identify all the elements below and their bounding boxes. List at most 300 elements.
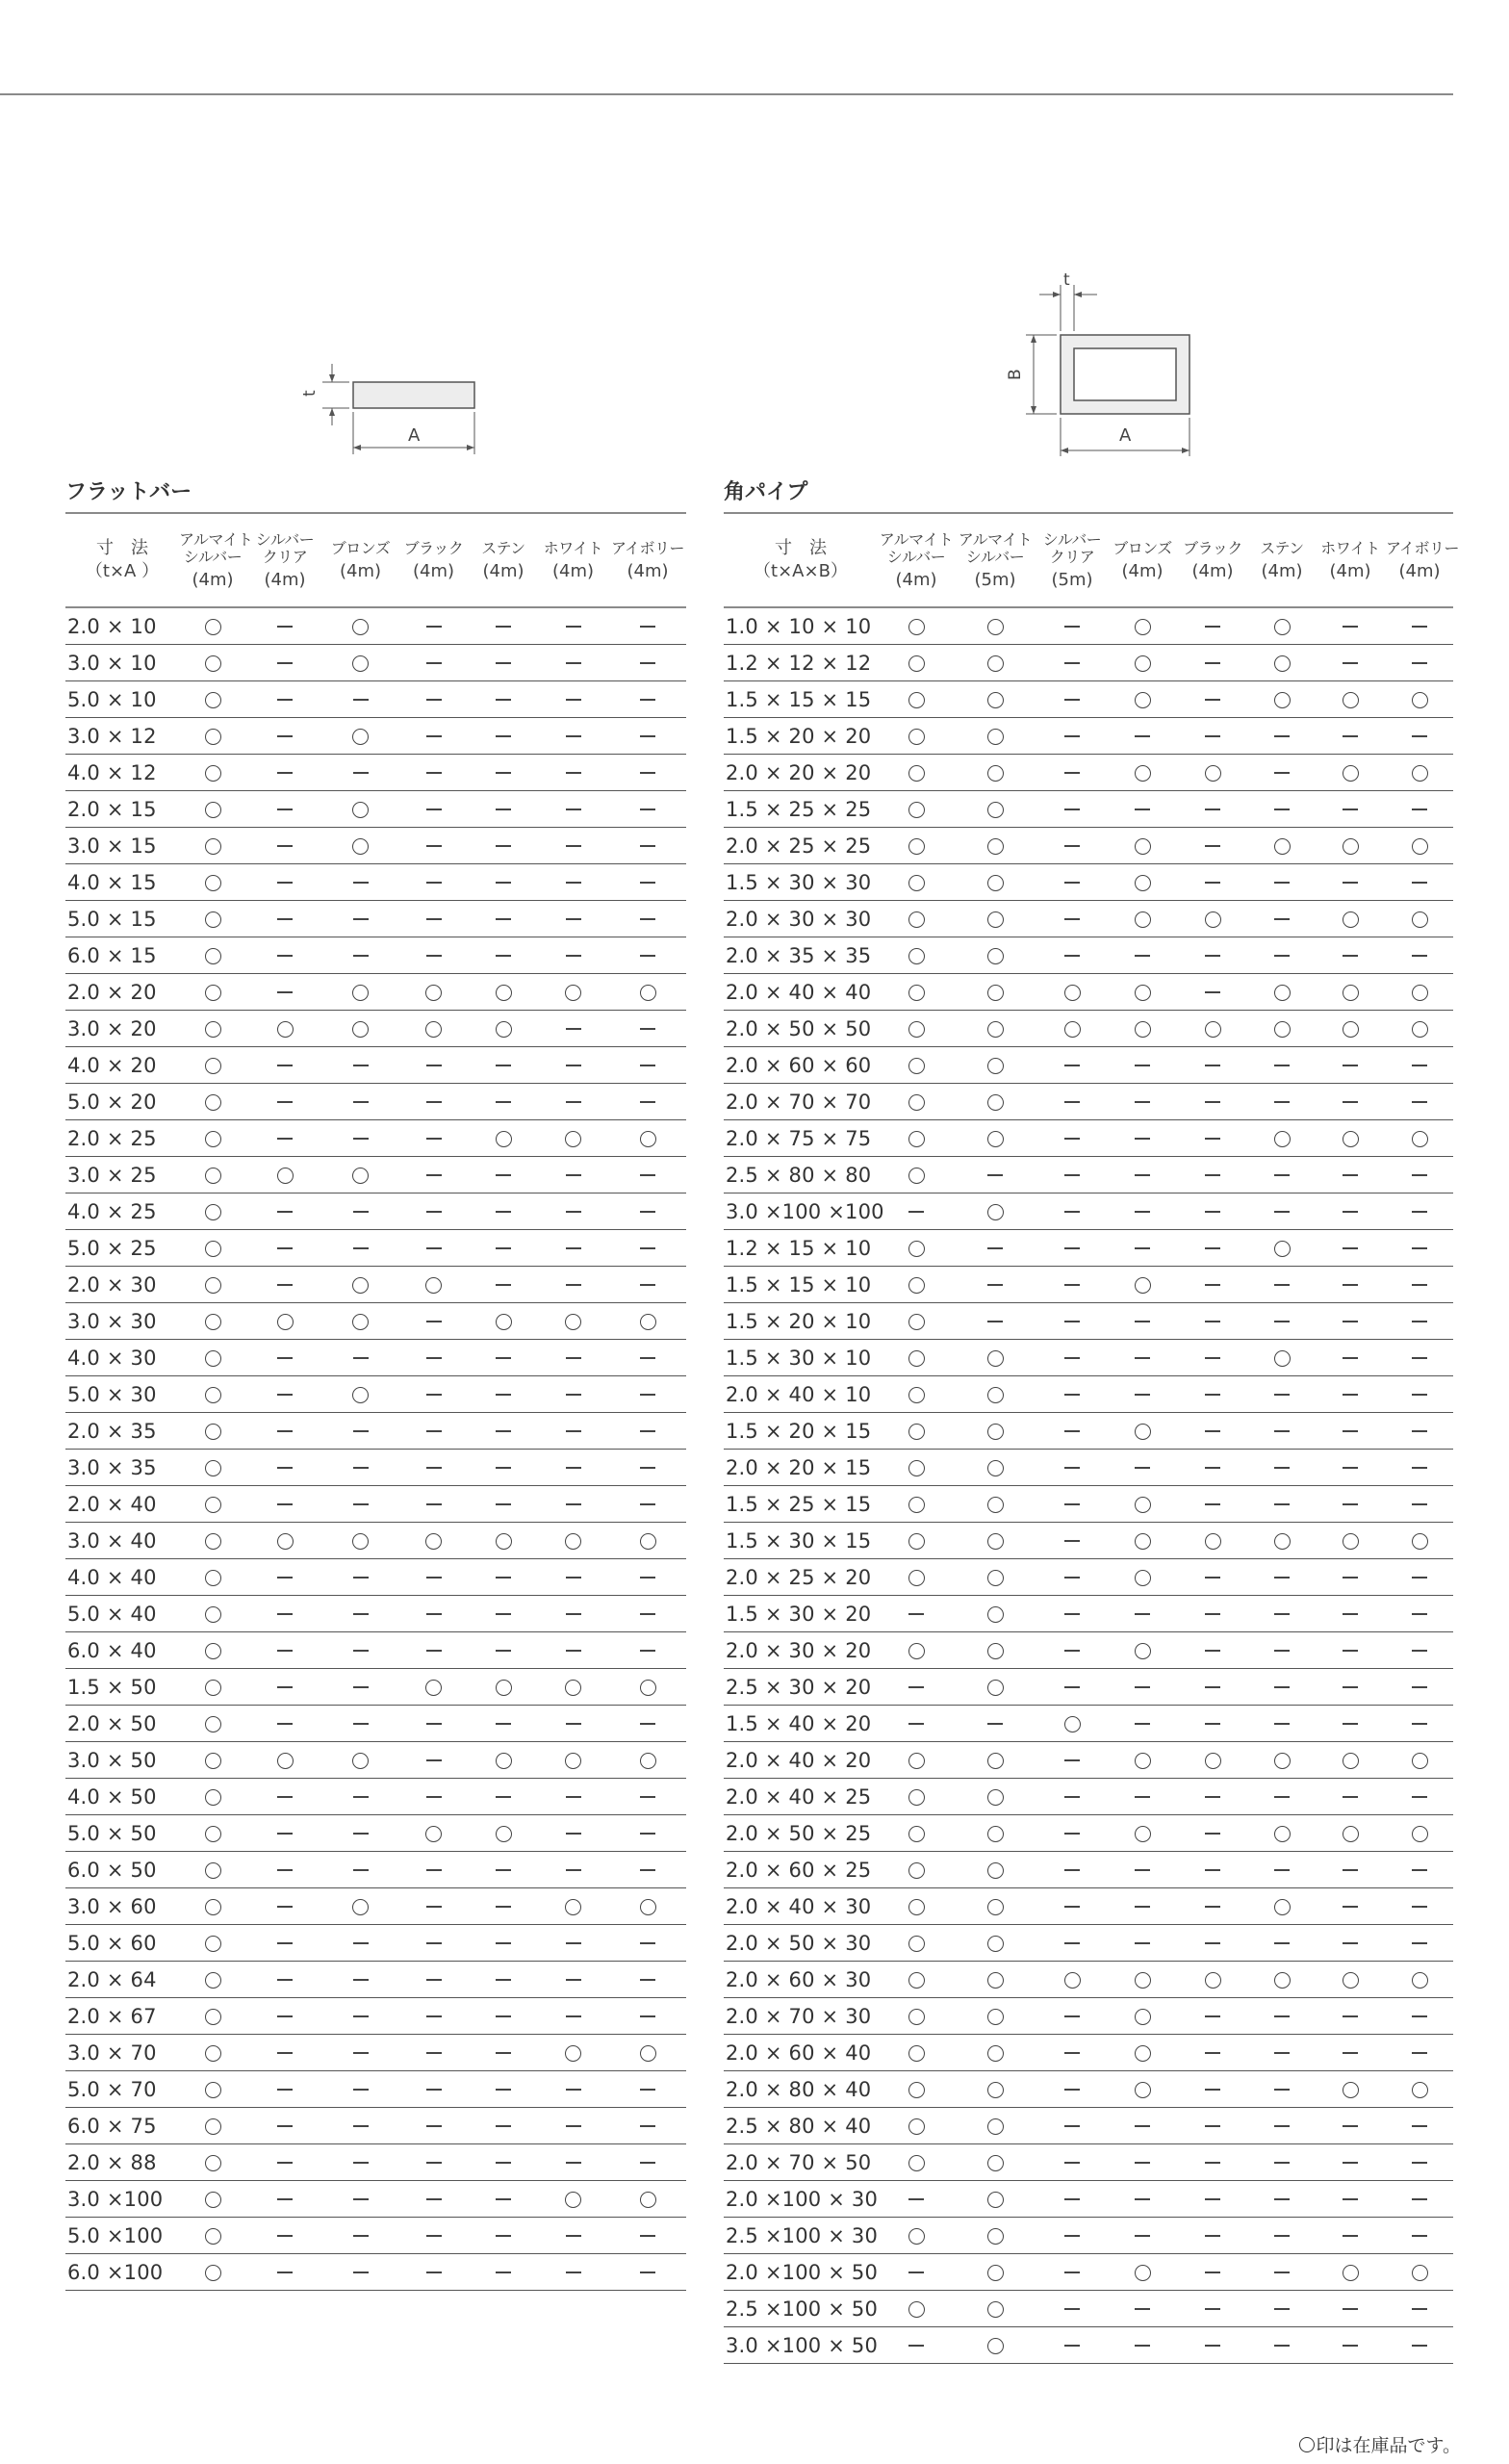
square-pipe-stock-cell [1386, 1376, 1453, 1413]
flat-bar-stock-cell [537, 1120, 609, 1157]
dash-mark-icon [640, 699, 655, 701]
flat-bar-stock-cell [397, 1267, 470, 1303]
square-pipe-diagram-label-b: B [1006, 369, 1025, 380]
flat-bar-stock-cell [323, 1120, 397, 1157]
dash-mark-icon [353, 2272, 369, 2273]
dash-mark-icon [1274, 2198, 1290, 2200]
square-pipe-stock-cell [1386, 681, 1453, 718]
square-pipe-stock-cell [1386, 2181, 1453, 2218]
circle-mark-icon [1343, 1753, 1359, 1769]
flat-bar-stock-cell [609, 1632, 686, 1669]
circle-mark-icon [425, 985, 442, 1001]
flat-bar-stock-cell [323, 1047, 397, 1084]
dash-mark-icon [1274, 1174, 1290, 1176]
square-pipe-diagram-label-t: t [1063, 271, 1070, 290]
circle-mark-icon [1412, 765, 1428, 782]
circle-mark-icon [277, 1314, 294, 1330]
flat-bar-stock-cell [246, 1523, 323, 1559]
dash-mark-icon [1274, 1869, 1290, 1871]
circle-mark-icon [987, 2155, 1004, 2171]
circle-mark-icon [640, 985, 656, 1001]
dash-mark-icon [1064, 1942, 1080, 1944]
square-pipe-stock-cell [1315, 2181, 1386, 2218]
square-pipe-stock-cell [1036, 1888, 1109, 1925]
circle-mark-icon [205, 1606, 221, 1623]
square-pipe-stock-cell [1386, 1303, 1453, 1340]
flat-bar-stock-cell [397, 1852, 470, 1888]
circle-mark-icon [205, 1533, 221, 1550]
dash-mark-icon [277, 1796, 293, 1798]
dash-mark-icon [1412, 1577, 1427, 1578]
square-pipe-stock-cell [1249, 755, 1315, 791]
dash-mark-icon [277, 955, 293, 957]
dash-mark-icon [496, 2052, 511, 2054]
flat-bar-stock-cell [323, 2254, 397, 2291]
circle-mark-icon [1135, 2045, 1151, 2062]
dash-mark-icon [426, 1979, 442, 1981]
square-pipe-stock-cell [1109, 1669, 1176, 1706]
flat-bar-stock-cell [470, 1925, 537, 1962]
square-pipe-stock-cell [955, 1559, 1036, 1596]
circle-mark-icon [908, 1789, 925, 1806]
circle-mark-icon [908, 1058, 925, 1074]
dash-mark-icon [496, 1247, 511, 1249]
circle-mark-icon [352, 1533, 369, 1550]
square-pipe-stock-cell [1176, 864, 1249, 901]
flat-bar-table-row [65, 1779, 686, 1815]
dash-mark-icon [640, 1577, 655, 1578]
flat-bar-column-header-line: ブラック [403, 539, 464, 557]
circle-mark-icon [908, 1277, 925, 1294]
flat-bar-stock-cell [537, 1925, 609, 1962]
flat-bar-stock-cell [397, 2218, 470, 2254]
flat-bar-stock-cell [323, 1779, 397, 1815]
dash-mark-icon [277, 1357, 293, 1359]
circle-mark-icon [205, 1753, 221, 1769]
square-pipe-table-row [724, 1559, 1453, 1596]
flat-bar-stock-cell [470, 645, 537, 681]
square-pipe-stock-cell [1109, 1267, 1176, 1303]
flat-bar-column-header-line: アイボリー [610, 539, 685, 557]
flat-bar-stock-cell [323, 1523, 397, 1559]
dash-mark-icon [496, 918, 511, 920]
square-pipe-stock-cell [1036, 1157, 1109, 1194]
circle-mark-icon [277, 1753, 294, 1769]
square-pipe-stock-cell [1109, 1194, 1176, 1230]
flat-bar-table-row [65, 1267, 686, 1303]
square-pipe-stock-cell [1036, 1084, 1109, 1120]
dash-mark-icon [1412, 1467, 1427, 1469]
flat-bar-stock-cell [179, 791, 246, 828]
circle-mark-icon [908, 2082, 925, 2098]
flat-bar-stock-cell [246, 2181, 323, 2218]
dash-mark-icon [1135, 808, 1150, 810]
dash-mark-icon [1205, 699, 1220, 701]
dash-mark-icon [426, 845, 442, 847]
square-pipe-stock-cell [1315, 1815, 1386, 1852]
circle-mark-icon [1343, 1972, 1359, 1989]
square-pipe-column-header-line: ブラック [1183, 539, 1242, 557]
square-pipe-stock-cell [1176, 1486, 1249, 1523]
square-pipe-stock-cell [1315, 828, 1386, 864]
square-pipe-size-cell: 2.0 × 70 × 70 [724, 1084, 878, 1120]
square-pipe-stock-cell [1315, 1303, 1386, 1340]
flat-bar-stock-cell [609, 1194, 686, 1230]
flat-bar-stock-cell [246, 937, 323, 974]
square-pipe-stock-cell [1176, 2108, 1249, 2144]
square-pipe-stock-cell [955, 791, 1036, 828]
flat-bar-table-row [65, 1998, 686, 2035]
square-pipe-stock-cell [1109, 1962, 1176, 1998]
dash-mark-icon [566, 1028, 581, 1030]
circle-mark-icon [908, 2155, 925, 2171]
circle-mark-icon [205, 1387, 221, 1403]
dash-mark-icon [277, 2235, 293, 2237]
square-pipe-stock-cell [1249, 1596, 1315, 1632]
square-pipe-stock-cell [1386, 937, 1453, 974]
flat-bar-stock-cell [470, 1047, 537, 1084]
flat-bar-stock-cell [323, 718, 397, 755]
square-pipe-stock-cell [1109, 2327, 1176, 2364]
flat-bar-size-header-line: （t×A ） [85, 561, 160, 581]
flat-bar-stock-cell [397, 1779, 470, 1815]
square-pipe-stock-cell [1176, 974, 1249, 1011]
circle-mark-icon [908, 1533, 925, 1550]
circle-mark-icon [987, 1826, 1004, 1842]
flat-bar-stock-cell [397, 607, 470, 645]
dash-mark-icon [496, 2125, 511, 2127]
square-pipe-stock-cell [1036, 1815, 1109, 1852]
square-pipe-table-row [724, 1888, 1453, 1925]
dash-mark-icon [277, 626, 293, 628]
square-pipe-table-row [724, 791, 1453, 828]
square-pipe-size-cell: 1.5 × 20 × 20 [724, 718, 878, 755]
flat-bar-stock-cell [246, 1413, 323, 1450]
dash-mark-icon [353, 2089, 369, 2091]
dash-mark-icon [353, 1650, 369, 1652]
square-pipe-stock-cell [1315, 1011, 1386, 1047]
square-pipe-table-row [724, 2035, 1453, 2071]
flat-bar-stock-cell [179, 2108, 246, 2144]
flat-bar-stock-cell [397, 1559, 470, 1596]
square-pipe-stock-cell [1109, 1852, 1176, 1888]
circle-mark-icon [1343, 1021, 1359, 1038]
flat-bar-stock-cell [470, 1779, 537, 1815]
dash-mark-icon [1343, 2015, 1358, 2017]
flat-bar-stock-cell [537, 1084, 609, 1120]
square-pipe-stock-cell [1386, 1047, 1453, 1084]
flat-bar-stock-cell [179, 1742, 246, 1779]
square-pipe-size-cell: 2.0 × 60 × 30 [724, 1962, 878, 1998]
dash-mark-icon [1412, 2125, 1427, 2127]
dash-mark-icon [1135, 955, 1150, 957]
square-pipe-stock-cell [1176, 1559, 1249, 1596]
square-pipe-stock-cell [1386, 1084, 1453, 1120]
flat-bar-stock-cell [246, 718, 323, 755]
dash-mark-icon [1205, 1833, 1220, 1835]
flat-bar-stock-cell [470, 791, 537, 828]
square-pipe-stock-cell [1176, 1157, 1249, 1194]
dash-mark-icon [1064, 1284, 1080, 1286]
square-pipe-table-row [724, 1157, 1453, 1194]
square-pipe-stock-cell [1315, 1194, 1386, 1230]
square-pipe-stock-cell [1109, 607, 1176, 645]
flat-bar-stock-cell [537, 864, 609, 901]
circle-mark-icon [987, 2045, 1004, 2062]
flat-bar-stock-cell [397, 1962, 470, 1998]
dash-mark-icon [1343, 2162, 1358, 2164]
square-pipe-stock-cell [955, 1413, 1036, 1450]
circle-mark-icon [987, 838, 1004, 855]
flat-bar-table-row [65, 1084, 686, 1120]
dash-mark-icon [1412, 2015, 1427, 2017]
dash-mark-icon [987, 1247, 1003, 1249]
square-pipe-stock-cell [1036, 2181, 1109, 2218]
square-pipe-stock-cell [1036, 1486, 1109, 1523]
square-pipe-column-header-line: (4m) [1398, 561, 1441, 581]
flat-bar-size-cell: 3.0 × 60 [65, 1888, 179, 1925]
flat-bar-stock-cell [323, 1888, 397, 1925]
square-pipe-stock-cell [1386, 1998, 1453, 2035]
dash-mark-icon [1343, 1503, 1358, 1505]
flat-bar-stock-cell [470, 1523, 537, 1559]
square-pipe-stock-cell [1036, 1523, 1109, 1559]
square-pipe-stock-cell [1249, 1888, 1315, 1925]
dash-mark-icon [496, 2198, 511, 2200]
dash-mark-icon [1135, 1174, 1150, 1176]
flat-bar-stock-cell [179, 1047, 246, 1084]
dash-mark-icon [426, 1723, 442, 1725]
square-pipe-size-cell: 2.0 × 50 × 30 [724, 1925, 878, 1962]
dash-mark-icon [640, 1869, 655, 1871]
flat-bar-stock-cell [537, 607, 609, 645]
square-pipe-stock-cell [1249, 1340, 1315, 1376]
square-pipe-table-row [724, 1194, 1453, 1230]
circle-mark-icon [425, 1826, 442, 1842]
square-pipe-stock-cell [1315, 681, 1386, 718]
circle-mark-icon [1135, 838, 1151, 855]
circle-mark-icon [1274, 692, 1291, 708]
flat-bar-table-row [65, 2071, 686, 2108]
circle-mark-icon [1343, 985, 1359, 1001]
flat-bar-stock-cell [397, 1413, 470, 1450]
flat-bar-stock-cell [246, 2254, 323, 2291]
circle-mark-icon [908, 2045, 925, 2062]
flat-bar-stock-cell [246, 901, 323, 937]
dash-mark-icon [566, 955, 581, 957]
square-pipe-stock-cell [955, 2218, 1036, 2254]
square-pipe-stock-cell [1176, 2035, 1249, 2071]
dash-mark-icon [566, 1247, 581, 1249]
dash-mark-icon [426, 1503, 442, 1505]
dash-mark-icon [496, 882, 511, 884]
dash-mark-icon [640, 2162, 655, 2164]
circle-mark-icon [1135, 655, 1151, 672]
flat-bar-size-cell: 2.0 × 67 [65, 1998, 179, 2035]
flat-bar-stock-cell [179, 1779, 246, 1815]
dash-mark-icon [496, 1284, 511, 1286]
square-pipe-stock-cell [1176, 2218, 1249, 2254]
dash-mark-icon [566, 1869, 581, 1871]
dash-mark-icon [1064, 808, 1080, 810]
flat-bar-column-header-line: (4m) [412, 561, 455, 581]
flat-bar-stock-cell [470, 2144, 537, 2181]
flat-bar-stock-cell [179, 1376, 246, 1413]
dash-mark-icon [353, 955, 369, 957]
square-pipe-stock-cell [1109, 645, 1176, 681]
flat-bar-column-header-line: (4m) [339, 561, 382, 581]
dash-mark-icon [277, 1686, 293, 1688]
square-pipe-stock-cell [955, 1120, 1036, 1157]
flat-bar-stock-cell [470, 1413, 537, 1450]
circle-mark-icon [277, 1533, 294, 1550]
square-pipe-stock-cell [1386, 1925, 1453, 1962]
flat-bar-stock-cell [397, 828, 470, 864]
dash-mark-icon [908, 2198, 924, 2200]
square-pipe-stock-cell [1315, 1413, 1386, 1450]
flat-bar-stock-cell [537, 974, 609, 1011]
flat-bar-stock-cell [609, 755, 686, 791]
dash-mark-icon [640, 1211, 655, 1213]
square-pipe-stock-cell [1249, 1779, 1315, 1815]
square-pipe-stock-cell [1315, 1084, 1386, 1120]
circle-mark-icon [987, 2338, 1004, 2354]
square-pipe-stock-cell [1036, 2218, 1109, 2254]
square-pipe-column-header [1176, 513, 1249, 607]
circle-mark-icon [352, 729, 369, 745]
dash-mark-icon [496, 1906, 511, 1908]
square-pipe-stock-cell [878, 1962, 955, 1998]
dash-mark-icon [1205, 2015, 1220, 2017]
dash-mark-icon [1343, 2235, 1358, 2237]
square-pipe-stock-cell [1036, 645, 1109, 681]
circle-mark-icon [205, 2192, 221, 2208]
dash-mark-icon [566, 1211, 581, 1213]
square-pipe-stock-cell [1109, 791, 1176, 828]
flat-bar-stock-cell [179, 1340, 246, 1376]
dash-mark-icon [277, 1577, 293, 1578]
dash-mark-icon [353, 1430, 369, 1432]
square-pipe-stock-cell [1315, 1157, 1386, 1194]
flat-bar-stock-cell [323, 1596, 397, 1632]
flat-bar-stock-cell [323, 2181, 397, 2218]
square-pipe-stock-cell [1386, 828, 1453, 864]
dash-mark-icon [1412, 2052, 1427, 2054]
square-pipe-size-cell: 2.0 × 25 × 20 [724, 1559, 878, 1596]
square-pipe-column-header-line: (4m) [1261, 561, 1303, 581]
square-pipe-stock-cell [1249, 1559, 1315, 1596]
flat-bar-table-row [65, 607, 686, 645]
square-pipe-stock-cell [1386, 1815, 1453, 1852]
flat-bar-stock-cell [246, 645, 323, 681]
square-pipe-size-cell: 2.5 × 80 × 40 [724, 2108, 878, 2144]
dash-mark-icon [1343, 1613, 1358, 1615]
circle-mark-icon [987, 1021, 1004, 1038]
square-pipe-stock-cell [1386, 1852, 1453, 1888]
circle-mark-icon [352, 802, 369, 818]
flat-bar-stock-cell [323, 2108, 397, 2144]
dash-mark-icon [1205, 626, 1220, 628]
square-pipe-stock-cell [1036, 2035, 1109, 2071]
dash-mark-icon [1064, 662, 1080, 664]
dash-mark-icon [1412, 1906, 1427, 1908]
square-pipe-stock-cell [878, 2254, 955, 2291]
circle-mark-icon [205, 1497, 221, 1513]
square-pipe-stock-cell [878, 1084, 955, 1120]
flat-bar-stock-cell [609, 974, 686, 1011]
circle-mark-icon [1135, 1753, 1151, 1769]
flat-bar-stock-cell [537, 1523, 609, 1559]
dash-mark-icon [1274, 1577, 1290, 1578]
circle-mark-icon [352, 655, 369, 672]
flat-bar-stock-cell [537, 1157, 609, 1194]
dash-mark-icon [1205, 1065, 1220, 1066]
square-pipe-stock-cell [955, 2035, 1036, 2071]
flat-bar-column-header [179, 513, 253, 607]
dash-mark-icon [353, 1796, 369, 1798]
square-pipe-stock-cell [1315, 2144, 1386, 2181]
flat-bar-stock-cell [246, 1559, 323, 1596]
flat-bar-stock-cell [537, 1413, 609, 1450]
circle-mark-icon [205, 875, 221, 891]
flat-bar-table-row [65, 1925, 686, 1962]
square-pipe-stock-cell [878, 2035, 955, 2071]
square-pipe-stock-cell [1176, 2144, 1249, 2181]
square-pipe-stock-cell [955, 2108, 1036, 2144]
dash-mark-icon [353, 1979, 369, 1981]
flat-bar-stock-cell [179, 718, 246, 755]
square-pipe-column-header-line: (5m) [1051, 570, 1093, 590]
dash-mark-icon [353, 1833, 369, 1835]
flat-bar-size-cell: 3.0 × 40 [65, 1523, 179, 1559]
circle-mark-icon [908, 1021, 925, 1038]
flat-bar-size-header-line: 寸 法 [96, 538, 148, 558]
dash-mark-icon [496, 2272, 511, 2273]
dash-mark-icon [1205, 1394, 1220, 1396]
circle-mark-icon [1343, 765, 1359, 782]
flat-bar-size-cell: 4.0 × 15 [65, 864, 179, 901]
square-pipe-stock-cell [1249, 1998, 1315, 2035]
circle-mark-icon [908, 1753, 925, 1769]
flat-bar-column-header-line: ブロンズ [330, 539, 391, 557]
flat-bar-stock-cell [537, 645, 609, 681]
circle-mark-icon [987, 2228, 1004, 2245]
square-pipe-size-cell: 1.5 × 25 × 25 [724, 791, 878, 828]
square-pipe-stock-cell [1249, 1486, 1315, 1523]
square-pipe-size-cell: 1.5 × 30 × 30 [724, 864, 878, 901]
flat-bar-size-cell: 2.0 × 15 [65, 791, 179, 828]
dash-mark-icon [1135, 1942, 1150, 1944]
flat-bar-stock-cell [470, 1669, 537, 1706]
dash-mark-icon [1135, 1357, 1150, 1359]
dash-mark-icon [640, 772, 655, 774]
square-pipe-table [724, 512, 1460, 2364]
dash-mark-icon [277, 882, 293, 884]
circle-mark-icon [987, 1131, 1004, 1147]
circle-mark-icon [1412, 1533, 1428, 1550]
dash-mark-icon [277, 1284, 293, 1286]
square-pipe-stock-cell [1386, 791, 1453, 828]
square-pipe-stock-cell [1036, 2291, 1109, 2327]
dash-mark-icon [640, 626, 655, 628]
flat-bar-stock-cell [323, 828, 397, 864]
dash-mark-icon [640, 882, 655, 884]
dash-mark-icon [640, 1065, 655, 1066]
square-pipe-stock-cell [1109, 1413, 1176, 1450]
square-pipe-table-row [724, 1084, 1453, 1120]
dash-mark-icon [1274, 1942, 1290, 1944]
dash-mark-icon [1274, 2015, 1290, 2017]
